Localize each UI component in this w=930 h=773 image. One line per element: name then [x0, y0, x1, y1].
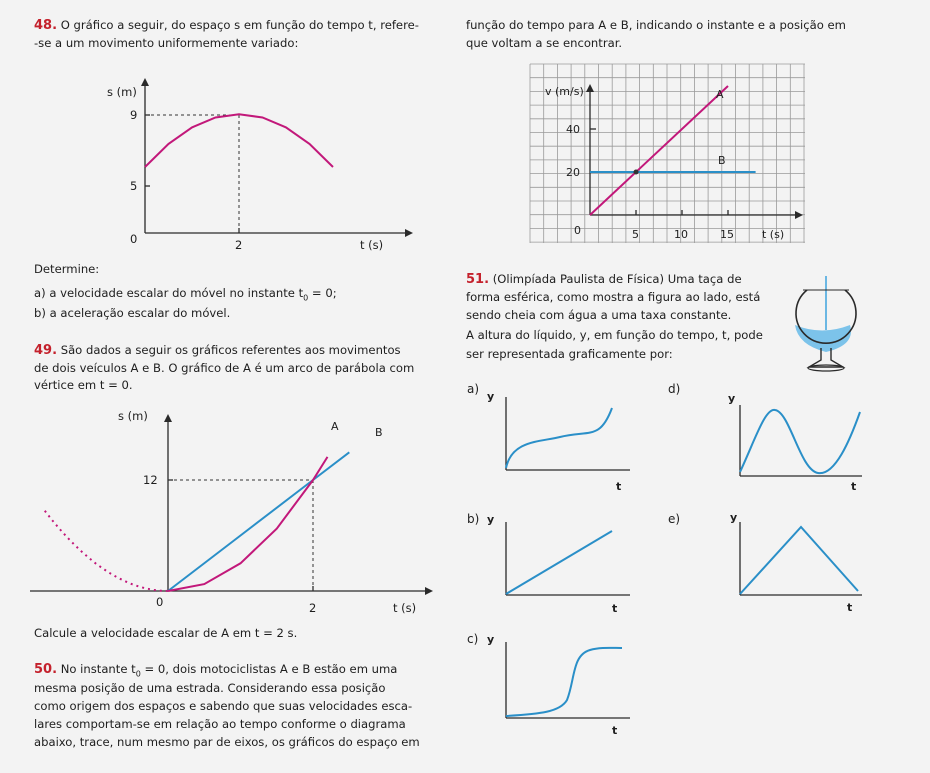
q48-xlabel: t (s): [360, 238, 384, 252]
q50-line-4: lares comportam-se em relação ao tempo conforme o diagrama: [34, 717, 406, 731]
q51-c-curve: [506, 648, 622, 716]
q48-line-2: -se a um movimento uniformemente variado:: [34, 36, 299, 50]
q50-xtick-10: 10: [674, 228, 688, 241]
q51-line-5: ser representada graficamente por:: [466, 347, 673, 361]
q49-line-1: 49. São dados a seguir os gráficos referentes aos movimentos: [34, 343, 401, 358]
q49-ytick-12: 12: [143, 473, 158, 487]
q51-option-d: [668, 382, 862, 493]
q51-a-xlabel: t: [616, 480, 622, 493]
q51-d-ylabel: y: [728, 392, 736, 405]
q49-ylabel: s (m): [118, 409, 148, 423]
q51-c-xlabel: t: [612, 724, 618, 737]
q51-b-ylabel: y: [487, 513, 495, 526]
q51-option-b-label: b): [467, 512, 480, 526]
q51-a-ylabel: y: [487, 390, 495, 403]
q48-xtick-0: 0: [130, 232, 138, 246]
q50-ytick-20: 20: [566, 166, 580, 179]
q48-xtick-2: 2: [235, 238, 243, 252]
q48-item-a: a) a velocidade escalar do móvel no instante $t_0 = 0$;: [34, 286, 337, 303]
q49-xtick-2: 2: [309, 601, 317, 615]
q51-d-xlabel: t: [851, 480, 857, 493]
q51-b-xlabel: t: [612, 602, 618, 615]
q51-d-curve: [740, 410, 860, 473]
q48-ytick-5: 5: [130, 179, 138, 193]
q51-number: 51.: [466, 272, 490, 287]
q50-xlabel: t (s): [762, 228, 785, 241]
q50-ytick-40: 40: [566, 123, 580, 136]
q51-line-2: forma esférica, como mostra a figura ao lado, está: [466, 290, 761, 304]
q50-xtick-0: 0: [574, 224, 581, 237]
q48-ytick-9: 9: [130, 108, 138, 122]
q51-e-curve: [740, 527, 858, 594]
q50-line-5: abaixo, trace, num mesmo par de eixos, os gráficos do espaço em: [34, 735, 420, 749]
q49-label-A: A: [331, 420, 339, 433]
q50-line-3: como origem dos espaços e sabendo que suas velocidades esca-: [34, 699, 413, 713]
q51-option-a-label: a): [467, 382, 480, 396]
q50-ylabel: v (m/s): [545, 85, 584, 98]
q51-line-1: 51. (Olimpíada Paulista de Física) Uma taça de: [466, 272, 742, 287]
q49-line-2: de dois veículos A e B. O gráfico de A é um arco de parábola com: [34, 361, 415, 375]
q51-option-d-label: d): [668, 382, 681, 396]
q49-number: 49.: [34, 343, 58, 358]
q51-line-4: A altura do líquido, y, em função do tempo, t, pode: [466, 328, 763, 342]
q50-label-A: A: [716, 88, 724, 101]
q48-item-b: b) a aceleração escalar do móvel.: [34, 306, 231, 320]
q49-xtick-0: 0: [156, 595, 164, 609]
q48-line-1: 48. O gráfico a seguir, do espaço s em função do tempo t, refere-: [34, 18, 419, 33]
q51-option-e: [668, 511, 862, 614]
q51-e-xlabel: t: [847, 601, 853, 614]
q51-c-ylabel: y: [487, 633, 495, 646]
q51-b-curve: [506, 531, 612, 594]
q50-line-2: mesma posição de uma estrada. Considerando essa posição: [34, 681, 386, 695]
q48-number: 48.: [34, 18, 58, 33]
q48-determine: Determine:: [34, 262, 100, 276]
q48-ylabel: s (m): [107, 85, 137, 99]
q49-question: Calcule a velocidade escalar de A em t = 2 s.: [34, 626, 298, 640]
q50-number: 50.: [34, 662, 58, 677]
q50-cont-1: função do tempo para A e B, indicando o instante e a posição em: [466, 18, 846, 32]
q51-a-curve: [506, 408, 612, 468]
q49-xlabel: t (s): [393, 601, 417, 615]
q51-option-e-label: e): [668, 512, 681, 526]
q50-line-1: 50. No instante $t_0 = 0$, dois motociclistas A e B estão em uma: [34, 662, 398, 679]
q51-e-ylabel: y: [730, 511, 738, 524]
q51-line-3: sendo cheia com água a uma taxa constante.: [466, 308, 732, 322]
q51-option-a: [467, 382, 630, 493]
q51-option-b: [467, 512, 630, 615]
q50-cont-2: que voltam a se encontrar.: [466, 36, 623, 50]
q49-line-3: vértice em t = 0.: [34, 378, 133, 392]
q51-option-c-label: c): [467, 632, 479, 646]
q50-xtick-15: 15: [720, 228, 734, 241]
q50-xtick-5: 5: [632, 228, 639, 241]
q49-label-B: B: [375, 426, 383, 439]
q51-option-c: [467, 632, 630, 737]
q50-label-B: B: [718, 154, 726, 167]
